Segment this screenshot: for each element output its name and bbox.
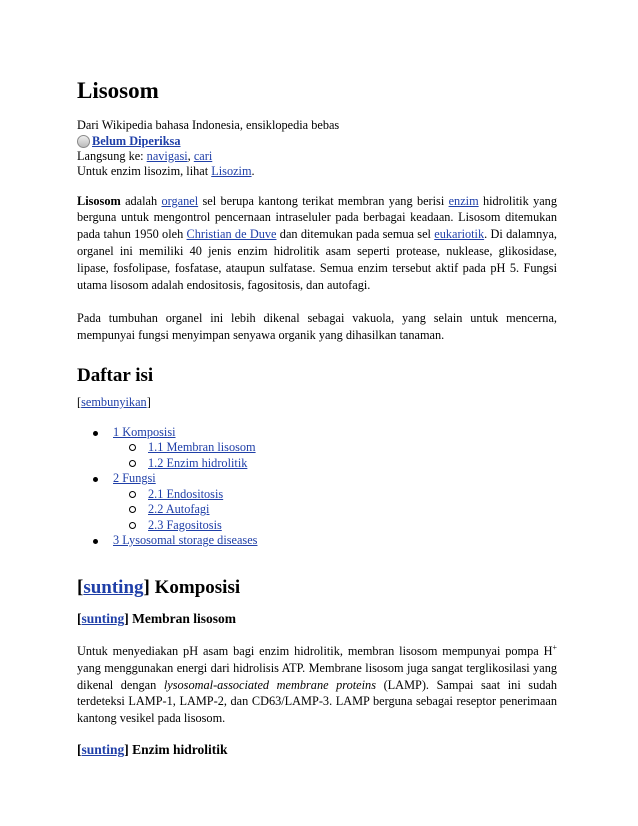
link-organel[interactable]: organel [161, 193, 199, 208]
section-heading-membran [77, 611, 557, 627]
membrane-text: (LAMP). Sampai saat ini sudah terdeteksi LAMP-1, LAMP-2, dan CD63/LAMP-3. LAMP berguna sebagai reseptor penerimaan kantong vesikel pada lisosom. [77, 677, 557, 726]
toc-item[interactable] [77, 425, 557, 441]
toc-toggle [77, 395, 557, 410]
edit-bracket: ] [124, 742, 133, 758]
intro-text: hidrolitik yang berguna untuk mengontrol pencernaan intraseluler pada berbagai keadaan. Lisosom ditemukan pada tahun 1950 oleh [77, 193, 557, 242]
toc-link[interactable]: 2 Fungsi [113, 471, 156, 486]
review-badge[interactable] [77, 134, 557, 149]
edit-bracket: [ [77, 576, 84, 598]
circle-bullet-icon [129, 460, 136, 467]
toc-link[interactable]: 1.2 Enzim hidrolitik [148, 455, 248, 470]
toc-link[interactable]: 1.1 Membran lisosom [148, 440, 256, 455]
membrane-term: lysosomal-associated membrane proteins [163, 677, 376, 692]
circle-bullet-icon [129, 522, 136, 529]
plant-paragraph: Pada tumbuhan organel ini lebih dikenal sebagai vakuola, yang selain untuk mencerna, mempunyai fungsi menyimpan senyawa organik yang dihasilkan tanaman. [77, 310, 557, 342]
section-title: Komposisi [154, 576, 241, 598]
toc-list [77, 425, 557, 549]
table-of-contents [77, 365, 557, 549]
toc-bracket: ] [146, 394, 151, 409]
circle-bullet-icon [129, 444, 136, 451]
section-title: Membran lisosom [132, 610, 237, 626]
membrane-text: yang menggunakan energi dari hidrolisis ATP. Membrane lisosom juga sangat terglikosilasi yang dikenal dengan [77, 660, 557, 692]
review-badge-link[interactable]: Belum Diperiksa [92, 133, 181, 148]
hatnote-suffix: . [251, 164, 255, 178]
toc-bracket: [ [77, 394, 82, 409]
edit-section-link[interactable]: sunting [81, 742, 125, 758]
hatnote [77, 164, 557, 180]
bullet-icon [93, 539, 98, 544]
toc-heading: Daftar isi [77, 364, 154, 386]
link-eukariotik[interactable]: eukariotik [434, 227, 485, 242]
circle-bullet-icon [129, 506, 136, 513]
edit-bracket: [ [77, 610, 82, 626]
membrane-text: Untuk menyediakan pH asam bagi enzim hidrolitik, membran lisosom mempunyai pompa H [77, 643, 553, 658]
toc-item[interactable] [77, 533, 557, 549]
toc-item[interactable] [77, 456, 557, 472]
toc-item[interactable] [77, 502, 557, 518]
toc-link[interactable]: 2.3 Fagositosis [148, 517, 222, 532]
site-subtitle: Dari Wikipedia bahasa Indonesia, ensiklopedia bebas [77, 118, 340, 132]
jump-links [77, 149, 557, 165]
edit-bracket: [ [77, 742, 82, 758]
article [77, 78, 557, 758]
intro-term: Lisosom [77, 193, 121, 208]
toc-item[interactable] [77, 518, 557, 534]
bullet-icon [93, 431, 98, 436]
review-status-icon [77, 135, 90, 148]
toc-link[interactable]: 3 Lysosomal storage diseases [113, 533, 258, 548]
hatnote-link[interactable]: Lisozim [211, 164, 252, 178]
circle-bullet-icon [129, 491, 136, 498]
section-heading-komposisi [77, 577, 557, 599]
intro-text: dan ditemukan pada semua sel [276, 227, 435, 242]
section-heading-enzim [77, 742, 557, 758]
toc-hide-link[interactable]: sembunyikan [81, 394, 147, 409]
toc-item[interactable] [77, 471, 557, 487]
intro-text: . Di dalamnya, organel ini memiliki 40 jenis enzim hidrolitik asam seperti protease, nuklease, glikosidase, lipase, fosfolipase, fosfatase, ataupun sulfatase. Semua enzim tersebut aktif pada pH 5. Fungsi utama lisosom adalah endositosis, fagositosis, dan autofagi. [77, 227, 557, 293]
intro-text: sel berupa kantong terikat membran yang berisi [198, 193, 449, 208]
link-christian-de-duve[interactable]: Christian de Duve [186, 227, 277, 242]
jump-navigation-link[interactable]: navigasi [146, 148, 188, 163]
link-enzim[interactable]: enzim [448, 193, 479, 208]
intro-paragraph [77, 193, 557, 294]
membrane-paragraph [77, 643, 557, 728]
superscript-plus: + [552, 642, 557, 652]
toc-item[interactable] [77, 440, 557, 456]
jump-prefix: Langsung ke: [77, 148, 147, 163]
jump-search-link[interactable]: cari [193, 148, 213, 163]
edit-section-link[interactable]: sunting [81, 610, 125, 626]
hatnote-text: Untuk enzim lisozim, lihat [77, 164, 212, 178]
toc-link[interactable]: 2.1 Endositosis [148, 486, 224, 501]
edit-bracket: ] [124, 610, 133, 626]
edit-section-link[interactable]: sunting [83, 576, 144, 598]
page-title: Lisosom [77, 78, 159, 103]
toc-item[interactable] [77, 487, 557, 503]
edit-bracket: ] [143, 576, 155, 598]
section-title: Enzim hidrolitik [132, 742, 228, 758]
toc-link[interactable]: 2.2 Autofagi [148, 502, 210, 517]
intro-text: adalah [120, 193, 162, 208]
toc-link[interactable]: 1 Komposisi [113, 424, 176, 439]
bullet-icon [93, 477, 98, 482]
jump-sep: , [187, 148, 194, 163]
